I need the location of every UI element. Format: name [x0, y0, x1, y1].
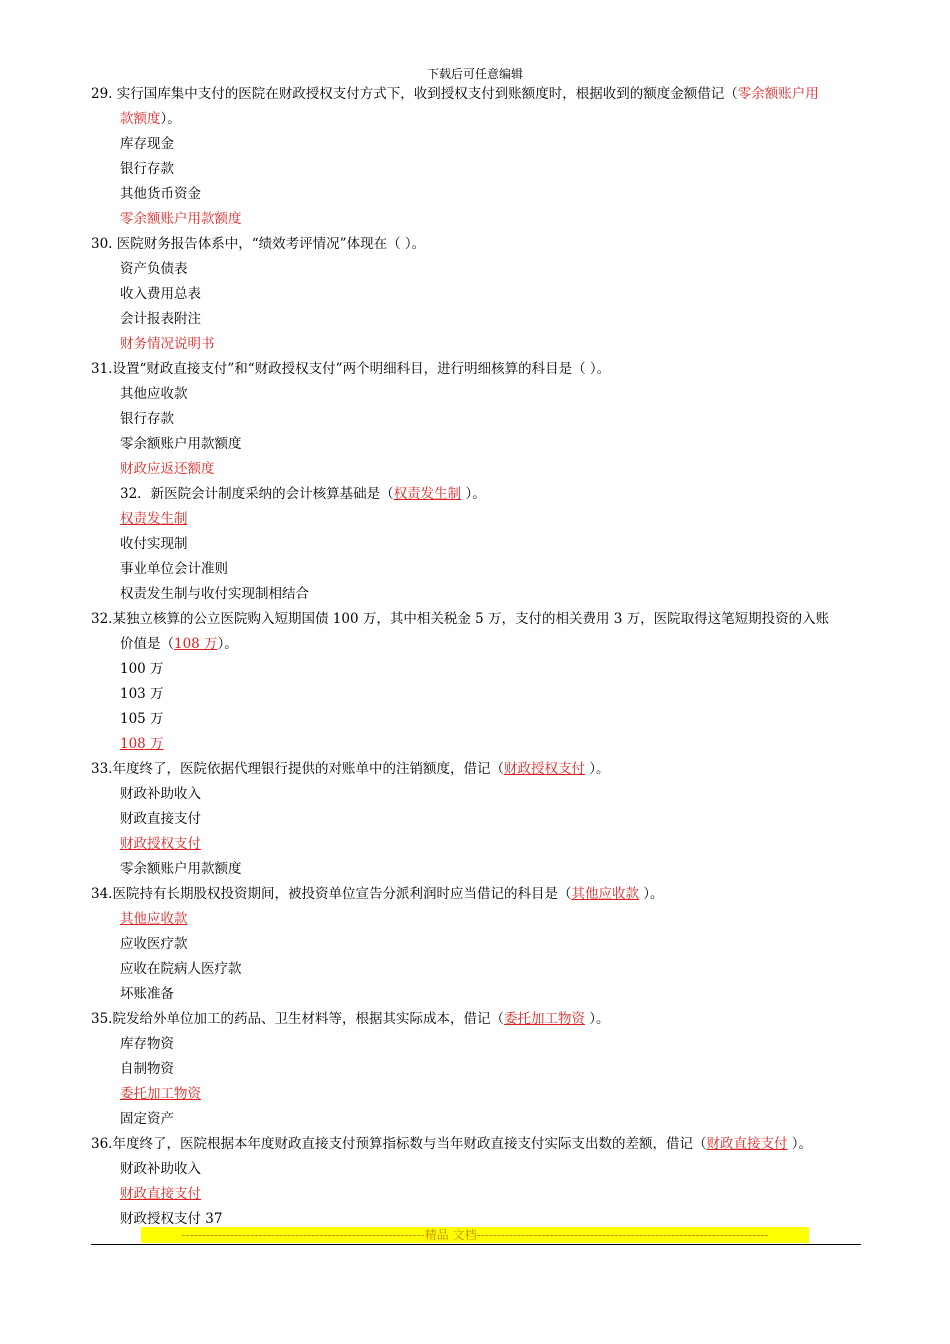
option: 零余额账户用款额度 [120, 861, 242, 877]
answer-option: 委托加工物资 [120, 1086, 201, 1102]
stem-text: ）。 [160, 111, 181, 127]
stem-answer: 款额度 [120, 111, 161, 127]
option: 100 万 [120, 661, 164, 677]
stem-text: ）。 [638, 886, 664, 902]
question-29-stem [91, 82, 863, 107]
option: 权责发生制与收付实现制相结合 [120, 586, 309, 602]
answer-option: 零余额账户用款额度 [120, 211, 242, 227]
stem-answer: 权责发生制 [393, 486, 462, 502]
stem-answer: 财政直接支付 [706, 1136, 788, 1152]
answer-option: 其他应收款 [120, 911, 188, 927]
option: 应收医疗款 [120, 936, 188, 952]
option: 收入费用总表 [120, 286, 201, 302]
stem-answer: 零余额账户用 [737, 86, 819, 102]
option: 103 万 [120, 686, 164, 702]
stem-text: 36.年度终了，医院根据本年度财政直接支付预算指标数与当年财政直接支付实际支出数的差额，借记（ [91, 1136, 707, 1152]
stem-text: 34.医院持有长期股权投资期间，被投资单位宣告分派利润时应当借记的科目是（ [91, 886, 572, 902]
question-32b-stem: 32.某独立核算的公立医院购入短期国债 100 万，其中相关税金 5 万，支付的相关费用 3 万，医院取得这笔短期投资的入账 [91, 611, 830, 627]
option: 资产负债表 [120, 261, 188, 277]
option: 105 万 [120, 711, 164, 727]
question-29 [91, 82, 863, 232]
answer-option: 权责发生制 [120, 511, 188, 527]
stem-text: ）。 [787, 1136, 813, 1152]
question-36-stem [91, 1132, 863, 1157]
option: 其他应收款 [120, 386, 188, 402]
stem-text: ）。 [584, 761, 610, 777]
question-33-stem [91, 757, 863, 782]
footer-divider [91, 1244, 861, 1245]
stem-text: ）。 [461, 486, 486, 502]
option: 固定资产 [120, 1111, 174, 1127]
question-32b [91, 607, 863, 757]
option: 银行存款 [120, 161, 174, 177]
option: 自制物资 [120, 1061, 174, 1077]
question-list [91, 82, 863, 1232]
stem-text: 29. 实行国库集中支付的医院在财政授权支付方式下，收到授权支付到账额度时，根据收到的额度金额借记（ [91, 86, 738, 102]
question-32a [91, 482, 863, 607]
answer-option: 108 万 [120, 736, 164, 752]
question-35 [91, 1007, 863, 1132]
option: 零余额账户用款额度 [120, 436, 242, 452]
footer-banner: ------------------------------------------------------------精品 文档------------------------------------------------------------------------ [141, 1227, 809, 1243]
question-32b-stem-cont [91, 632, 863, 657]
question-31-stem: 31.设置“财政直接支付”和“财政授权支付”两个明细科目，进行明细核算的科目是（ ）。 [91, 361, 611, 377]
stem-answer: 委托加工物资 [503, 1011, 585, 1027]
stem-answer: 其他应收款 [571, 886, 639, 902]
option: 事业单位会计准则 [120, 561, 228, 577]
stem-text: 33.年度终了，医院依据代理银行提供的对账单中的注销额度，借记（ [91, 761, 504, 777]
question-34 [91, 882, 863, 1007]
answer-option: 财政授权支付 [120, 836, 201, 852]
option: 财政补助收入 [120, 1161, 201, 1177]
stem-answer: 财政授权支付 [503, 761, 585, 777]
question-29-stem-cont [91, 107, 863, 132]
page-header: 下载后可任意编辑 [426, 67, 523, 81]
stem-text: 32．新医院会计制度采纳的会计核算基础是（ [120, 486, 394, 502]
stem-text: ）。 [217, 636, 238, 652]
answer-option: 财政直接支付 [120, 1186, 201, 1202]
option: 库存现金 [120, 136, 174, 152]
option: 财政补助收入 [120, 786, 201, 802]
stem-answer: 108 万 [174, 636, 218, 652]
question-32a-stem [91, 482, 863, 507]
option: 坏账准备 [120, 986, 174, 1002]
answer-option: 财务情况说明书 [120, 336, 215, 352]
question-33 [91, 757, 863, 882]
option: 收付实现制 [120, 536, 188, 552]
question-35-stem [91, 1007, 863, 1032]
option: 会计报表附注 [120, 311, 201, 327]
stem-text: 价值是（ [120, 636, 174, 652]
option: 应收在院病人医疗款 [120, 961, 242, 977]
stem-text: ）。 [584, 1011, 610, 1027]
stem-text: 35.院发给外单位加工的药品、卫生材料等，根据其实际成本，借记（ [91, 1011, 504, 1027]
option: 财政直接支付 [120, 811, 201, 827]
option: 银行存款 [120, 411, 174, 427]
question-30 [91, 232, 863, 357]
question-30-stem: 30. 医院财务报告体系中，“绩效考评情况”体现在（ ）。 [91, 236, 426, 252]
option: 库存物资 [120, 1036, 174, 1052]
option: 其他货币资金 [120, 186, 201, 202]
answer-option: 财政应返还额度 [120, 461, 215, 477]
question-31 [91, 357, 863, 482]
option: 财政授权支付 37 [120, 1211, 223, 1227]
question-34-stem [91, 882, 863, 907]
question-36 [91, 1132, 863, 1232]
